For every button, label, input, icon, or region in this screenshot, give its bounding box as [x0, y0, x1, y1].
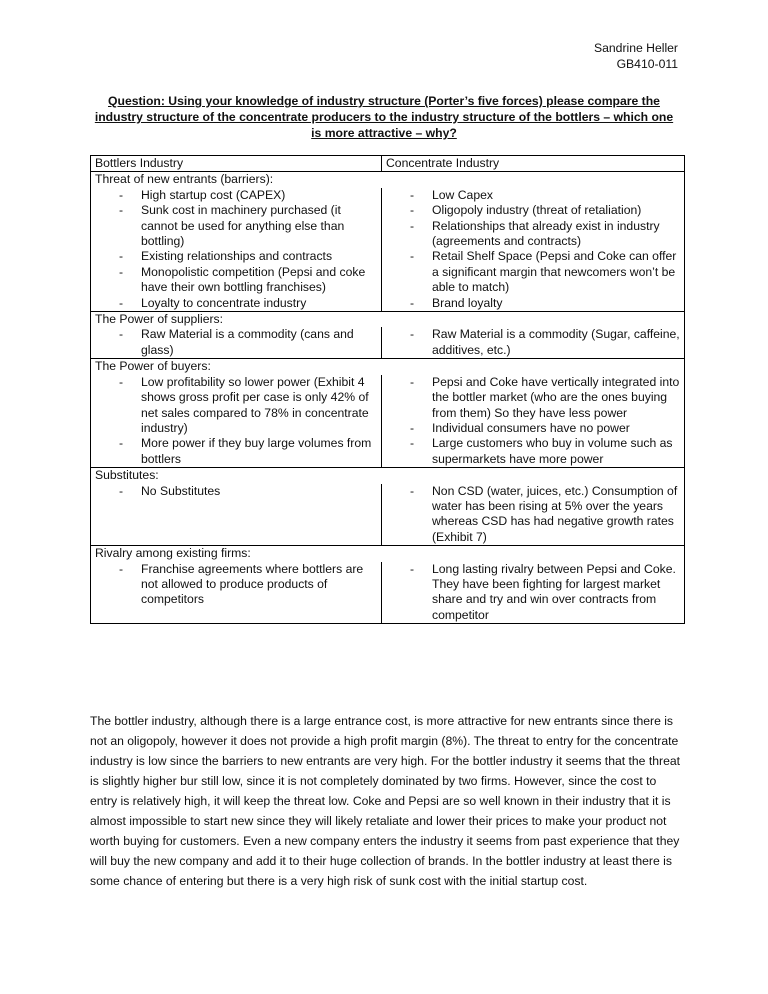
list-item: - Large customers who buy in volume such as supermarkets have more power [386, 436, 680, 467]
list-item: - Franchise agreements where bottlers are not allowed to produce products of competitors [95, 562, 377, 608]
list-item: - Sunk cost in machinery purchased (it cannot be used for anything else than bottling) [95, 203, 377, 249]
bottlers-cell [91, 188, 382, 312]
table-header-row [91, 156, 685, 172]
bottlers-cell [91, 484, 382, 546]
section-heading: The Power of suppliers: [91, 312, 685, 328]
section-heading: Threat of new entrants (barriers): [91, 172, 685, 188]
section-heading: Rivalry among existing firms: [91, 546, 685, 562]
bullet-list [95, 375, 377, 467]
bullet-list [95, 188, 377, 311]
list-item: - Individual consumers have no power [386, 421, 680, 436]
bullet-list [95, 562, 377, 608]
concentrate-cell [382, 375, 685, 468]
list-item: - Raw Material is a commodity (Sugar, caffeine, additives, etc.) [386, 327, 680, 358]
col-header-concentrate: Concentrate Industry [382, 156, 685, 172]
list-item: - Loyalty to concentrate industry [95, 296, 377, 311]
section-body-row [91, 327, 685, 358]
list-item: - Oligopoly industry (threat of retaliation) [386, 203, 680, 218]
section-heading: The Power of buyers: [91, 359, 685, 375]
bullet-list [386, 327, 680, 358]
author-header [594, 40, 678, 72]
bullet-list [386, 484, 680, 546]
bottlers-cell [91, 327, 382, 358]
section-body-row [91, 188, 685, 312]
concentrate-cell [382, 484, 685, 546]
course-code: GB410-011 [616, 57, 678, 71]
section-heading: Substitutes: [91, 468, 685, 484]
author-name: Sandrine Heller [593, 41, 678, 55]
section-body-row [91, 375, 685, 468]
bullet-list [386, 375, 680, 467]
bottlers-cell [91, 562, 382, 624]
list-item: - Long lasting rivalry between Pepsi and Coke. They have been fighting for largest market share and try and win over contracts from competitor [386, 562, 680, 624]
list-item: - Pepsi and Coke have vertically integrated into the bottler market (who are the ones buying from them) So they have less power [386, 375, 680, 421]
list-item: - Raw Material is a commodity (cans and glass) [95, 327, 377, 358]
section-heading-row [91, 172, 685, 188]
list-item: - Low profitability so lower power (Exhibit 4 shows gross profit per case is only 42% of net sales compared to 78% in concentrate industry) [95, 375, 377, 437]
section-heading-row [91, 468, 685, 484]
list-item: - Relationships that already exist in industry (agreements and contracts) [386, 219, 680, 250]
bottlers-cell [91, 375, 382, 468]
list-item: - Existing relationships and contracts [95, 249, 377, 264]
concentrate-cell [382, 188, 685, 312]
bullet-list [95, 484, 377, 499]
list-item: - No Substitutes [95, 484, 377, 499]
bullet-list [95, 327, 377, 358]
five-forces-table [90, 155, 685, 624]
list-item: - Non CSD (water, juices, etc.) Consumption of water has been rising at 5% over the years whereas CSD has had negative growth rates (Exhibit 7) [386, 484, 680, 546]
analysis-paragraph: The bottler industry, although there is a large entrance cost, is more attractive for new entrants since there is not an oligopoly, however it does not provide a high profit margin (8%). The threat to entry for the concentrate industry is low since the barriers to new entrants are very high. For the bottler industry it seems that the threat is slightly higher bur still low, since it is not completely dominated by two firms. However, since the cost to entry is relatively high, it will keep the threat low. Coke and Pepsi are so well known in their industry that it is almost impossible to start new since they will likely retaliate and lower their prices to make your product not worth buying for customers. Even a new company enters the industry it seems from past experience that they will buy the new company and add it to their huge collection of brands. In the bottler industry at least there is some chance of entering but there is a very high risk of sunk cost with the initial startup cost. [90, 714, 681, 888]
list-item: - More power if they buy large volumes from bottlers [95, 436, 377, 467]
list-item: - Retail Shelf Space (Pepsi and Coke can offer a significant margin that newcomers won’t be able to match) [386, 249, 680, 295]
section-heading-row [91, 546, 685, 562]
bullet-list [386, 562, 680, 624]
question-heading: Question: Using your knowledge of industry structure (Porter’s five forces) please compare the industry structure of the concentrate producers to the industry structure of the bottlers – which one is more attractive – why? [94, 94, 674, 140]
list-item: - Low Capex [386, 188, 680, 203]
section-heading-row [91, 312, 685, 328]
col-header-bottlers: Bottlers Industry [91, 156, 382, 172]
section-body-row [91, 484, 685, 546]
list-item: - High startup cost (CAPEX) [95, 188, 377, 203]
list-item: - Brand loyalty [386, 296, 680, 311]
section-heading-row [91, 359, 685, 375]
list-item: - Monopolistic competition (Pepsi and coke have their own bottling franchises) [95, 265, 377, 296]
concentrate-cell [382, 562, 685, 624]
section-body-row [91, 562, 685, 624]
concentrate-cell [382, 327, 685, 358]
bullet-list [386, 188, 680, 311]
